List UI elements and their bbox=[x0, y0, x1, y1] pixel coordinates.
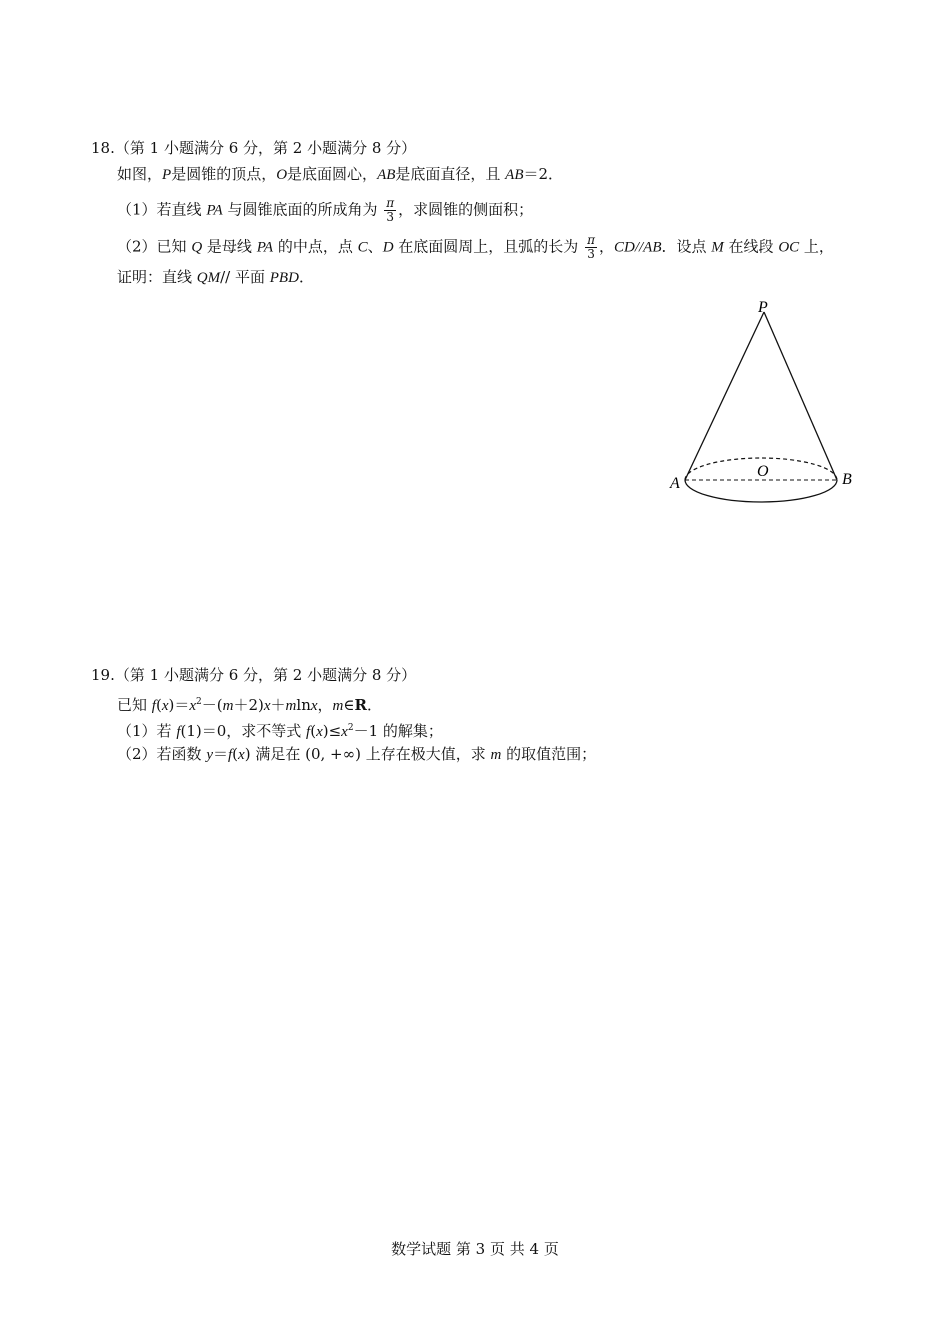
text: 在线段 bbox=[723, 237, 779, 256]
math-var: x bbox=[310, 698, 318, 714]
text: 证明：直线 bbox=[117, 268, 197, 286]
math-var: CD//AB bbox=[613, 239, 662, 256]
q19-part1 bbox=[117, 718, 443, 742]
text: ， bbox=[598, 237, 614, 256]
text: （1）若 bbox=[117, 722, 177, 740]
q18-header bbox=[91, 138, 416, 158]
fraction-numerator: π bbox=[386, 196, 395, 210]
text: （2）若函数 bbox=[117, 745, 207, 763]
q19-intro bbox=[117, 692, 382, 716]
text: 是圆锥的顶点， bbox=[171, 165, 277, 183]
math-var: QM bbox=[196, 270, 221, 286]
text: 在底面圆周上，且弧的长为 bbox=[393, 237, 584, 256]
text: 是母线 bbox=[202, 237, 257, 256]
text: 的中点，点 bbox=[273, 237, 358, 256]
text: 与圆锥底面的所成角为 bbox=[222, 200, 383, 219]
text: ＝2． bbox=[523, 165, 564, 183]
text: 上， bbox=[799, 237, 834, 256]
text: ln bbox=[296, 696, 311, 714]
label-p: P bbox=[758, 299, 768, 316]
q19-header bbox=[91, 665, 416, 685]
math-var: O bbox=[276, 167, 288, 183]
label-b: B bbox=[842, 471, 852, 488]
math-var: m bbox=[222, 698, 234, 714]
text: ) 满足在 (0, +∞) 上存在极大值，求 bbox=[244, 745, 491, 763]
math-var: M bbox=[711, 239, 724, 256]
math-var: x bbox=[316, 724, 323, 740]
q18-score-note: （第 1 小题满分 6 分，第 2 小题满分 8 分） bbox=[114, 139, 417, 157]
text: －1 的解集； bbox=[353, 722, 443, 740]
label-o: O bbox=[757, 463, 769, 480]
math-var: f bbox=[176, 724, 181, 740]
generatrix-pb bbox=[764, 312, 837, 480]
math-var: PBD bbox=[269, 270, 299, 286]
math-var: OC bbox=[778, 239, 800, 256]
q18-part1 bbox=[117, 197, 533, 224]
fraction-pi-over-3 bbox=[384, 197, 396, 224]
q19-number: 19. bbox=[91, 666, 115, 684]
text: ∈ bbox=[343, 696, 355, 714]
text: ．设点 bbox=[661, 237, 712, 256]
math-var: C bbox=[357, 239, 368, 256]
base-front-arc bbox=[685, 480, 837, 502]
math-var: AB bbox=[377, 167, 396, 183]
text: ． bbox=[366, 696, 382, 714]
page-footer: 数学试题 第 3 页 共 4 页 bbox=[391, 1240, 559, 1258]
text: （2）已知 bbox=[117, 237, 192, 256]
math-var: m bbox=[285, 698, 297, 714]
generatrix-pa bbox=[685, 312, 764, 480]
text: ( bbox=[155, 696, 162, 714]
math-var: f bbox=[228, 747, 233, 763]
text: （1）若直线 bbox=[117, 200, 207, 219]
text: ＝ bbox=[212, 745, 228, 763]
text: －( bbox=[201, 696, 223, 714]
math-var: PA bbox=[256, 239, 274, 256]
text: // 平面 bbox=[220, 268, 270, 286]
text: ＋2) bbox=[233, 696, 264, 714]
label-a: A bbox=[670, 475, 680, 492]
math-var: m bbox=[332, 698, 344, 714]
math-var: x bbox=[161, 698, 169, 714]
text: )＝ bbox=[168, 696, 190, 714]
fraction-denominator: 3 bbox=[587, 247, 595, 261]
superscript: 2 bbox=[196, 697, 202, 707]
text: )≤ bbox=[322, 722, 342, 740]
fraction-pi-over-3 bbox=[585, 234, 597, 261]
math-var: x bbox=[238, 747, 245, 763]
text: 的取值范围； bbox=[501, 745, 597, 763]
math-var: D bbox=[382, 239, 394, 256]
text: ，求圆锥的侧面积； bbox=[398, 200, 534, 219]
math-var: x bbox=[341, 724, 348, 740]
fraction-denominator: 3 bbox=[386, 210, 395, 224]
q18-number: 18. bbox=[91, 139, 115, 157]
q18-part2 bbox=[117, 234, 834, 261]
math-var: f bbox=[306, 724, 311, 740]
superscript: 2 bbox=[347, 723, 354, 733]
math-var: Q bbox=[191, 239, 203, 256]
math-var: f bbox=[151, 698, 156, 714]
fraction-numerator: π bbox=[587, 233, 595, 247]
text: 是底面直径，且 bbox=[395, 165, 506, 183]
math-var: AB bbox=[505, 167, 524, 183]
real-numbers-symbol: R bbox=[354, 696, 367, 714]
math-var: PA bbox=[206, 202, 223, 219]
text: 是底面圆心， bbox=[287, 165, 378, 183]
text: (1)＝0，求不等式 bbox=[180, 722, 307, 740]
text: ( bbox=[310, 722, 317, 740]
text: ． bbox=[298, 268, 314, 286]
q19-part2 bbox=[117, 744, 596, 765]
cone-figure bbox=[660, 290, 880, 510]
math-var: y bbox=[206, 747, 213, 763]
math-var: P bbox=[162, 167, 172, 183]
text: 、 bbox=[367, 237, 383, 256]
math-var: m bbox=[490, 747, 502, 763]
text: ， bbox=[317, 696, 333, 714]
text: 如图， bbox=[117, 165, 163, 183]
text: 已知 bbox=[117, 696, 152, 714]
q18-intro bbox=[117, 164, 563, 185]
math-var: x bbox=[189, 698, 197, 714]
text: ( bbox=[232, 745, 239, 763]
q19-score-note: （第 1 小题满分 6 分，第 2 小题满分 8 分） bbox=[114, 666, 417, 684]
math-var: x bbox=[263, 698, 271, 714]
q18-part2-continued bbox=[117, 267, 314, 288]
text: ＋ bbox=[270, 696, 286, 714]
